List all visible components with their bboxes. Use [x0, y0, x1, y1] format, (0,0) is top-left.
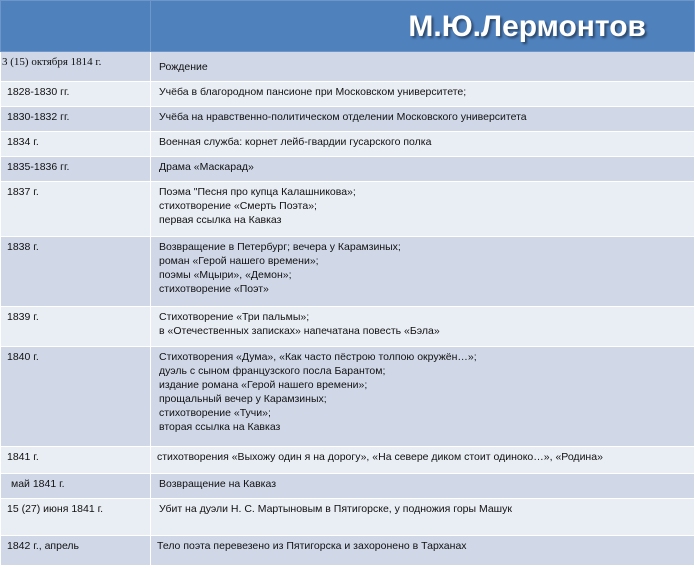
event-cell: [151, 52, 695, 82]
event-line: первая ссылка на Кавказ: [159, 214, 282, 226]
event-cell: [151, 536, 695, 566]
event-cell: [151, 107, 695, 132]
event-cell: [151, 237, 695, 307]
event-line: Учёба в благородном пансионе при Московском университете;: [159, 86, 467, 98]
table-row: [1, 307, 695, 347]
date-cell: май 1841 г.: [1, 474, 151, 499]
event-line: Тело поэта перевезено из Пятигорска и захоронено в Тарханах: [157, 540, 467, 552]
header-left-cell: [1, 1, 151, 52]
table-row: [1, 132, 695, 157]
event-line: прощальный вечер у Карамзиных;: [159, 393, 327, 405]
event-cell: [151, 474, 695, 499]
table-row: [1, 107, 695, 132]
date-cell: 1840 г.: [1, 347, 151, 447]
table-row: [1, 52, 695, 82]
event-cell: [151, 157, 695, 182]
date-cell: 1838 г.: [1, 237, 151, 307]
event-line: дуэль с сыном французского посла Барантом;: [159, 365, 386, 377]
header-title-cell: [151, 1, 695, 52]
date-cell: 1837 г.: [1, 182, 151, 237]
table-row: [1, 82, 695, 107]
event-line: поэмы «Мцыри», «Демон»;: [159, 269, 292, 281]
event-line: вторая ссылка на Кавказ: [159, 421, 281, 433]
event-line: Рождение: [159, 61, 208, 73]
event-line: роман «Герой нашего времени»;: [159, 255, 319, 267]
date-cell: 1842 г., апрель: [1, 536, 151, 566]
event-cell: [151, 347, 695, 447]
date-cell: 3 (15) октября 1814 г.: [1, 52, 151, 82]
event-line: Стихотворение «Три пальмы»;: [159, 311, 310, 323]
event-line: Поэма "Песня про купца Калашникова»;: [159, 186, 356, 198]
page-title: М.Ю.Лермонтов: [408, 10, 646, 43]
table-row: [1, 447, 695, 474]
date-cell: 1830-1832 гг.: [1, 107, 151, 132]
event-line: стихотворение «Тучи»;: [159, 407, 271, 419]
table-row: [1, 237, 695, 307]
event-cell: [151, 447, 695, 474]
header-row: [1, 1, 695, 52]
table-row: [1, 347, 695, 447]
event-line: Драма «Маскарад»: [159, 161, 254, 173]
event-line: стихотворение «Поэт»: [159, 283, 269, 295]
table-row: [1, 157, 695, 182]
event-line: Возвращение на Кавказ: [159, 478, 277, 490]
event-line: в «Отечественных записках» напечатана повесть «Бэла»: [159, 325, 440, 337]
date-cell: 1835-1836 гг.: [1, 157, 151, 182]
event-cell: [151, 182, 695, 237]
event-line: стихотворение «Смерть Поэта»;: [159, 200, 317, 212]
event-cell: [151, 132, 695, 157]
event-line: Учёба на нравственно-политическом отделении Московского университета: [159, 111, 527, 123]
event-line: Стихотворения «Дума», «Как часто пёстрою толпою окружён…»;: [159, 351, 477, 363]
date-cell: 15 (27) июня 1841 г.: [1, 499, 151, 536]
event-line: Возвращение в Петербург; вечера у Карамзиных;: [159, 241, 401, 253]
event-cell: [151, 82, 695, 107]
date-cell: 1834 г.: [1, 132, 151, 157]
date-cell: 1828-1830 гг.: [1, 82, 151, 107]
event-cell: [151, 499, 695, 536]
event-line: Убит на дуэли Н. С. Мартыновым в Пятигорске, у подножия горы Машук: [159, 503, 512, 515]
event-line: Военная служба: корнет лейб-гвардии гусарского полка: [159, 136, 432, 148]
table-row: [1, 182, 695, 237]
table-row: [1, 499, 695, 536]
event-line: издание романа «Герой нашего времени»;: [159, 379, 368, 391]
date-cell: 1841 г.: [1, 447, 151, 474]
table-row: [1, 536, 695, 566]
date-cell: 1839 г.: [1, 307, 151, 347]
event-cell: [151, 307, 695, 347]
table-row: [1, 474, 695, 499]
event-line: стихотворения «Выхожу один я на дорогу», «На севере диком стоит одиноко…», «Родина»: [157, 451, 603, 463]
